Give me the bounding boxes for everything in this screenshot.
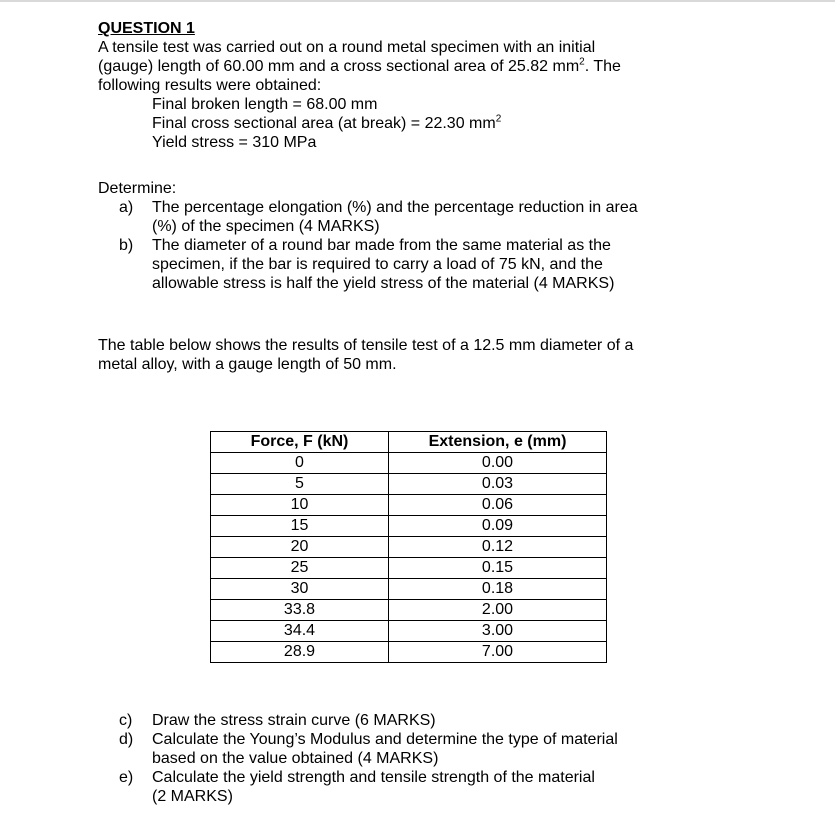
part-b-line-3: allowable stress is half the yield stress of the material (4 MARKS): [152, 275, 615, 292]
intro-line-3: following results were obtained:: [98, 77, 322, 94]
part-label: a): [119, 199, 134, 216]
table-row: [211, 453, 607, 474]
part-a-line-2: (%) of the specimen (4 MARKS): [152, 218, 380, 235]
part-a-line-1: The percentage elongation (%) and the percentage reduction in area: [152, 199, 638, 216]
table-row: [211, 558, 607, 579]
part-a: [98, 198, 798, 236]
table-row: [211, 516, 607, 537]
force-cell: 20: [211, 537, 389, 558]
intro-line-2-end: . The: [584, 58, 621, 75]
force-cell: 30: [211, 579, 389, 600]
table-intro-line-2: metal alloy, with a gauge length of 50 mm.: [98, 356, 397, 373]
part-d: [98, 730, 798, 768]
extension-cell: 0.03: [389, 474, 607, 495]
table-row: [211, 621, 607, 642]
part-d-line-2: based on the value obtained (4 MARKS): [152, 750, 439, 767]
extension-cell: 0.15: [389, 558, 607, 579]
part-e-line-1: Calculate the yield strength and tensile strength of the material: [152, 769, 595, 786]
part-label: c): [119, 712, 133, 729]
question-body: [98, 19, 798, 374]
part-b-line-1: The diameter of a round bar made from the same material as the: [152, 237, 611, 254]
part-c-line-1: Draw the stress strain curve (6 MARKS): [152, 712, 436, 729]
force-cell: 34.4: [211, 621, 389, 642]
extension-cell: 3.00: [389, 621, 607, 642]
result-final-length: Final broken length = 68.00 mm: [152, 96, 378, 113]
table-row: [211, 537, 607, 558]
intro-paragraph: [98, 38, 798, 95]
superscript-2: 2: [495, 113, 502, 125]
parts-cde-list: [98, 711, 798, 806]
extension-cell: 0.06: [389, 495, 607, 516]
force-cell: 10: [211, 495, 389, 516]
force-cell: 25: [211, 558, 389, 579]
part-label: b): [119, 237, 134, 254]
force-cell: 33.8: [211, 600, 389, 621]
column-header-force: Force, F (kN): [211, 432, 389, 453]
determine-heading: Determine:: [98, 180, 177, 197]
part-b: [98, 236, 798, 293]
force-cell: 15: [211, 516, 389, 537]
part-d-line-1: Calculate the Young’s Modulus and determine the type of material: [152, 731, 618, 748]
part-label: e): [119, 769, 134, 786]
force-cell: 5: [211, 474, 389, 495]
table-header-row: [211, 432, 607, 453]
result-yield-stress: Yield stress = 310 MPa: [152, 134, 317, 151]
table-row: [211, 600, 607, 621]
extension-cell: 0.00: [389, 453, 607, 474]
intro-line-1: A tensile test was carried out on a round metal specimen with an initial: [98, 39, 596, 56]
extension-cell: 0.12: [389, 537, 607, 558]
column-header-extension: Extension, e (mm): [389, 432, 607, 453]
force-cell: 0: [211, 453, 389, 474]
table-row: [211, 642, 607, 663]
result-final-area-text: Final cross sectional area (at break) = 22.30 mm: [152, 115, 496, 132]
extension-cell: 0.18: [389, 579, 607, 600]
question-title: QUESTION 1: [98, 20, 195, 37]
table-row: [211, 495, 607, 516]
force-cell: 28.9: [211, 642, 389, 663]
part-e: [98, 768, 798, 806]
results-list: [98, 95, 798, 152]
part-label: d): [119, 731, 134, 748]
tensile-test-table: [210, 431, 607, 663]
intro-line-2: (gauge) length of 60.00 mm and a cross sectional area of 25.82 mm: [98, 58, 580, 75]
part-e-line-2: (2 MARKS): [152, 788, 233, 805]
extension-cell: 7.00: [389, 642, 607, 663]
extension-cell: 0.09: [389, 516, 607, 537]
part-c: [98, 711, 798, 730]
result-final-area: [152, 114, 798, 133]
table-intro: [98, 336, 798, 374]
table-row: [211, 474, 607, 495]
part-b-line-2: specimen, if the bar is required to carry a load of 75 kN, and the: [152, 256, 603, 273]
page-top-border: [0, 0, 835, 2]
table-intro-line-1: The table below shows the results of tensile test of a 12.5 mm diameter of a: [98, 337, 634, 354]
superscript-2: 2: [579, 56, 585, 68]
extension-cell: 2.00: [389, 600, 607, 621]
parts-ab-list: [98, 198, 798, 293]
table-row: [211, 579, 607, 600]
